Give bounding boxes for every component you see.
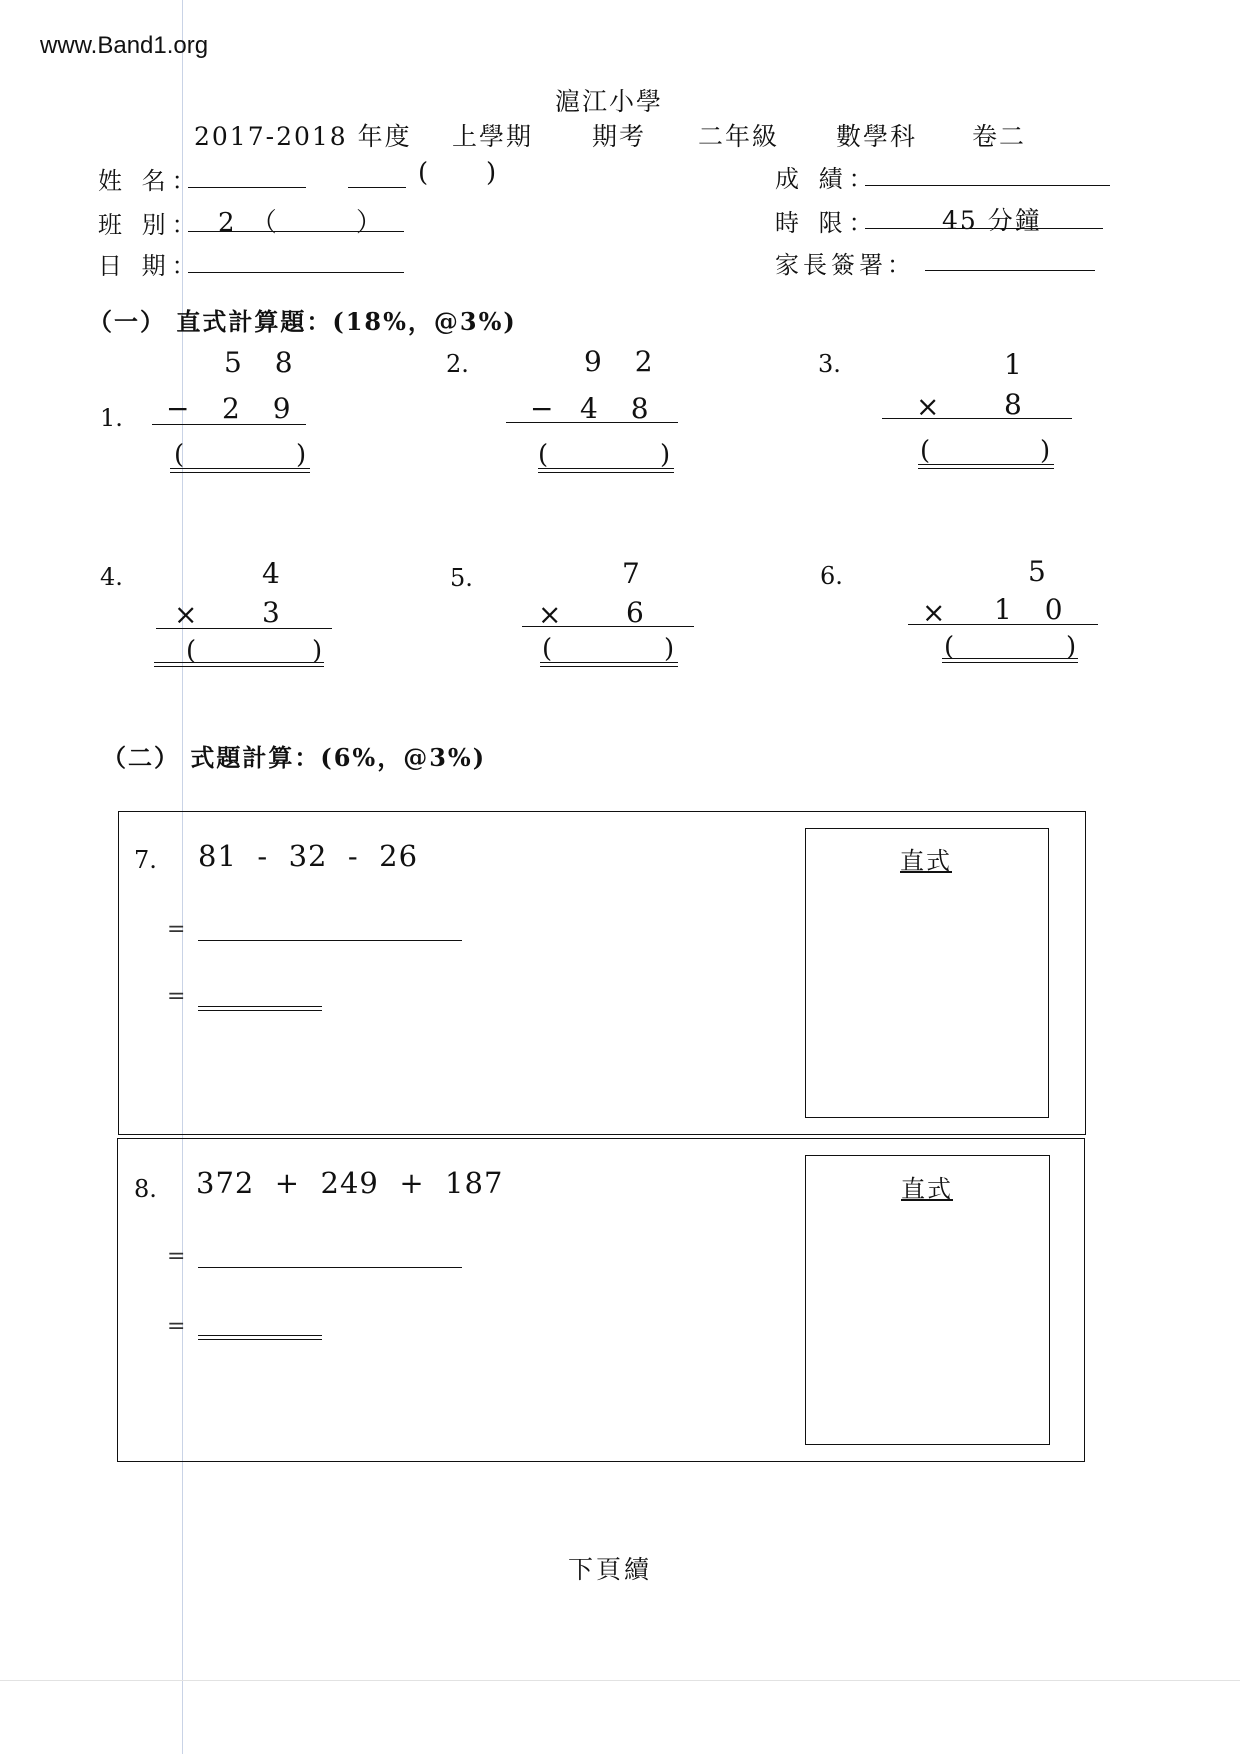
q3-bottom: 8 <box>1004 388 1034 421</box>
time-field <box>865 228 1103 229</box>
q4-number: 4. <box>100 563 123 591</box>
class-value-close: ） <box>356 208 383 238</box>
q5-answer-close: ) <box>664 634 675 664</box>
q3-rule <box>882 418 1072 419</box>
q3-answer-line[interactable] <box>918 464 1054 469</box>
q2-answer-close: ) <box>660 440 671 470</box>
q2-answer-line[interactable] <box>538 468 674 473</box>
q1-number: 1. <box>100 404 123 432</box>
name-label: 姓 名： <box>98 167 202 195</box>
subject: 數學科 <box>836 122 918 151</box>
q3-answer-open: ( <box>920 436 931 466</box>
q4-bottom: 3 <box>262 596 292 629</box>
q6-answer-line[interactable] <box>942 658 1078 663</box>
q8-step-line[interactable] <box>198 1267 462 1268</box>
continued-footer: 下頁續 <box>568 1555 653 1584</box>
q7-method-label: 直式 <box>900 847 952 875</box>
grade: 二年級 <box>698 122 780 151</box>
q8-eq-1: = <box>167 1244 186 1269</box>
score-field[interactable] <box>865 185 1110 186</box>
q7-step-line[interactable] <box>198 940 462 941</box>
section1-title: （一） 直式計算題：(18%，@3%) <box>88 307 517 336</box>
q1-answer-close: ) <box>296 440 307 470</box>
q3-answer-close: ) <box>1040 436 1051 466</box>
watermark: www.Band1.org <box>40 32 209 59</box>
q6-top: 5 <box>1028 555 1058 588</box>
q5-top: 7 <box>622 557 652 590</box>
section2-title: （二） 式題計算：(6%，@3%) <box>102 743 487 772</box>
date-label: 日 期： <box>98 252 202 280</box>
q5-answer-line[interactable] <box>540 662 678 667</box>
paper-number: 卷二 <box>972 122 1027 151</box>
q1-answer-open: ( <box>174 440 185 470</box>
q2-answer-open: ( <box>538 440 549 470</box>
q5-operator: × <box>538 598 574 631</box>
q7-expression: 81 - 32 - 26 <box>198 839 419 873</box>
q2-operator: − <box>530 392 566 425</box>
q6-bottom: 1 0 <box>994 593 1075 626</box>
name-paren-close: ) <box>486 158 497 188</box>
q2-top: 9 2 <box>584 345 665 378</box>
q4-top: 4 <box>262 557 292 590</box>
q5-rule <box>522 626 694 627</box>
q5-bottom: 6 <box>626 596 656 629</box>
q1-answer-line[interactable] <box>170 468 310 473</box>
school-year: 2017-2018 年度 <box>194 122 412 151</box>
exam-type: 期考 <box>592 122 647 151</box>
q8-method-label: 直式 <box>901 1175 953 1203</box>
parent-signature-field[interactable] <box>925 270 1095 271</box>
q3-number: 3. <box>818 350 841 378</box>
q8-eq-2: = <box>167 1314 186 1339</box>
q8-number: 8. <box>134 1175 157 1203</box>
scan-edge <box>0 1680 1240 1681</box>
q1-bottom: 2 9 <box>222 392 303 425</box>
name-field[interactable] <box>188 187 306 188</box>
class-value: 2 （ <box>218 208 281 238</box>
q6-operator: × <box>922 596 958 629</box>
school-name: 滬江小學 <box>555 87 664 116</box>
q4-rule <box>156 628 332 629</box>
q4-answer-open: ( <box>186 636 197 666</box>
score-label: 成 績： <box>775 165 879 193</box>
class-number-field[interactable] <box>348 187 406 188</box>
q4-answer-line[interactable] <box>154 662 324 667</box>
q6-answer-close: ) <box>1066 632 1077 662</box>
time-label: 時 限： <box>775 209 879 237</box>
q2-rule <box>506 422 678 423</box>
q1-operator: − <box>166 392 202 425</box>
q8-expression: 372 + 249 + 187 <box>196 1166 504 1200</box>
class-field[interactable] <box>188 231 404 232</box>
class-label: 班 別： <box>98 211 202 239</box>
q4-answer-close: ) <box>312 636 323 666</box>
q2-bottom: 4 8 <box>580 392 661 425</box>
q8-answer-line[interactable] <box>198 1335 322 1340</box>
q6-rule <box>908 624 1098 625</box>
name-paren-open: ( <box>418 158 429 188</box>
q6-answer-open: ( <box>944 632 955 662</box>
q7-answer-line[interactable] <box>198 1006 322 1011</box>
term: 上學期 <box>452 122 534 151</box>
time-value: 45 分鐘 <box>942 206 1042 235</box>
q1-rule <box>152 424 306 425</box>
q3-operator: × <box>916 390 952 423</box>
q7-eq-1: = <box>167 917 186 942</box>
q3-top: 1 <box>1004 348 1034 381</box>
q5-number: 5. <box>450 564 473 592</box>
q4-operator: × <box>174 598 210 631</box>
q7-eq-2: = <box>167 984 186 1009</box>
q6-number: 6. <box>820 562 843 590</box>
parent-signature-label: 家長簽署： <box>775 251 915 279</box>
q2-number: 2. <box>446 350 469 378</box>
q1-top: 5 8 <box>224 346 305 379</box>
q5-answer-open: ( <box>542 634 553 664</box>
date-field[interactable] <box>188 272 404 273</box>
q7-number: 7. <box>134 846 157 874</box>
